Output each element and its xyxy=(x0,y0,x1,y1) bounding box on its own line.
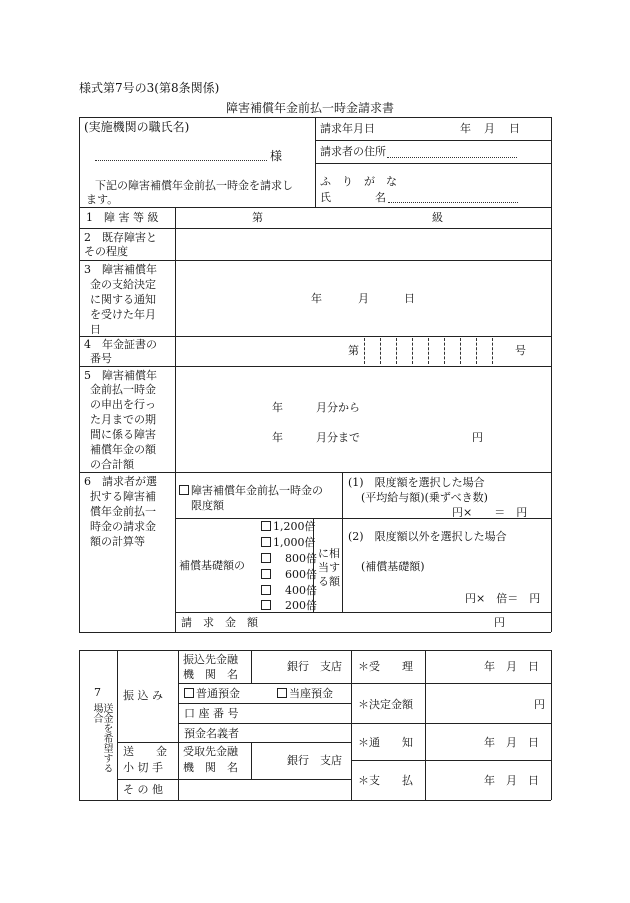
address-line[interactable] xyxy=(387,157,517,158)
row3-label-line: 日 xyxy=(90,323,101,336)
row5-label-line: 5 障害補償年 xyxy=(84,369,157,382)
row4-dai: 第 xyxy=(348,344,359,357)
base-amount-label: 補償基礎額の xyxy=(179,559,245,572)
bank-name-label-2: 機 関 名 xyxy=(183,668,238,681)
multiple-option[interactable] xyxy=(261,600,317,611)
row3-label-line: を受けた年月 xyxy=(90,308,156,321)
limit-option-label-2: 限度額 xyxy=(191,499,224,512)
multiple-label: 400倍 xyxy=(285,584,317,597)
multiple-option[interactable] xyxy=(261,537,316,548)
account-holder-label: 預金名義者 xyxy=(184,727,239,740)
account-number-label: 口 座 番 号 xyxy=(184,707,239,720)
furigana-label: ふ り が な xyxy=(320,175,397,188)
multiple-label: 1,000倍 xyxy=(273,536,316,549)
juri-label: ＊受 理 xyxy=(358,660,413,673)
date-year: 年 xyxy=(460,122,471,135)
case2-formula: 円× 倍＝ 円 xyxy=(465,592,541,605)
limit-option[interactable] xyxy=(179,485,323,496)
agency-label: (実施機関の職氏名) xyxy=(84,120,190,134)
multiple-label: 800倍 xyxy=(285,552,317,565)
claim-amount-yen: 円 xyxy=(494,616,505,629)
row5-to: 年 月分まで xyxy=(272,431,360,444)
request-text-1: 下記の障害補償年金前払一時金を請求し xyxy=(95,179,293,192)
receive-bank-label-1: 受取先金融 xyxy=(183,745,238,758)
kogitte-label-2: 小 切 手 xyxy=(123,761,163,774)
equivalent-label-line: に相 xyxy=(318,547,340,560)
multiple-label: 1,200倍 xyxy=(273,520,316,533)
kettei-label: ＊決定金額 xyxy=(358,698,413,711)
row3-label-line: 3 障害補償年 xyxy=(84,263,157,276)
receive-branch-label: 銀行 支店 xyxy=(287,754,342,767)
row4-go: 号 xyxy=(515,344,526,357)
row1-label: 1 障 害 等 級 xyxy=(86,211,159,224)
equivalent-label-line: る額 xyxy=(318,575,340,588)
form-number: 様式第7号の3(第8条関係) xyxy=(79,81,220,95)
row6-label-line: 額の計算等 xyxy=(90,535,145,548)
shiharai-date: 年 月 日 xyxy=(484,774,539,787)
shiharai-label: ＊支 払 xyxy=(358,774,413,787)
case1-title: (1) 限度額を選択した場合 xyxy=(348,476,485,489)
other-label: そ の 他 xyxy=(123,783,163,796)
row5-label-line: 間に係る障害 xyxy=(90,428,156,441)
case2-subtitle: (補償基礎額) xyxy=(361,560,425,573)
multiple-checkbox[interactable] xyxy=(261,537,271,547)
case2-title: (2) 限度額以外を選択した場合 xyxy=(348,530,507,543)
row5-from: 年 月分から xyxy=(272,401,360,414)
date-day: 日 xyxy=(509,122,520,135)
row6-label-line: 6 請求者が選 xyxy=(84,475,157,488)
futsuu-checkbox[interactable] xyxy=(184,688,194,698)
limit-checkbox[interactable] xyxy=(179,485,189,495)
tsuuchi-label: ＊通 知 xyxy=(358,736,413,749)
row3-label-line: に関する通知 xyxy=(90,293,156,306)
multiple-checkbox[interactable] xyxy=(261,521,271,531)
multiple-checkbox[interactable] xyxy=(261,585,271,595)
row5-label-line: た月までの期 xyxy=(90,413,156,426)
row4-label-2: 番号 xyxy=(90,352,112,365)
request-text-2: ます。 xyxy=(86,193,119,206)
claim-amount-label: 請 求 金 額 xyxy=(181,616,258,629)
row2-label-2: その程度 xyxy=(84,245,128,258)
multiple-label: 200倍 xyxy=(285,599,317,612)
bank-name-label-1: 振込先金融 xyxy=(183,653,238,666)
case1-subtitle: (平均給与額)(乗ずべき数) xyxy=(361,491,488,504)
row3-month: 月 xyxy=(358,292,369,305)
multiple-option[interactable] xyxy=(261,585,317,596)
touza-checkbox[interactable] xyxy=(277,688,287,698)
multiple-option[interactable] xyxy=(261,569,317,580)
limit-option-label: 障害補償年金前払一時金の xyxy=(191,484,323,497)
name-line[interactable] xyxy=(388,202,518,203)
row1-kyu: 級 xyxy=(432,211,443,224)
equivalent-label-line: 当す xyxy=(318,561,340,574)
touza-label: 当座預金 xyxy=(289,687,333,700)
row6-label-line: 択する障害補 xyxy=(90,490,156,503)
row5-label-line: の申出を行っ xyxy=(90,398,156,411)
row6-label-line: 償年金前払一 xyxy=(90,505,156,518)
row2-label-1: 2 既存障害と xyxy=(84,231,157,244)
futsuu-label: 普通預金 xyxy=(196,687,240,700)
name-label: 氏 名 xyxy=(320,191,386,204)
row5-yen: 円 xyxy=(472,431,483,444)
row4-label-1: 4 年金証書の xyxy=(84,338,157,351)
row3-label-line: 金の支給決定 xyxy=(90,278,156,291)
row6-label-line: 時金の請求金 xyxy=(90,520,156,533)
row3-year: 年 xyxy=(311,292,322,305)
tsuuchi-date: 年 月 日 xyxy=(484,736,539,749)
section7-number: 7 xyxy=(94,686,101,699)
bank-branch-label: 銀行 支店 xyxy=(287,660,342,673)
row3-day: 日 xyxy=(404,292,415,305)
touza-option[interactable] xyxy=(277,688,333,699)
multiple-checkbox[interactable] xyxy=(261,569,271,579)
multiple-label: 600倍 xyxy=(285,568,317,581)
section7-label: 送金を希望する場合 xyxy=(91,703,112,773)
address-label: 請求者の住所 xyxy=(320,145,386,158)
row5-label-line: 補償年金の額 xyxy=(90,443,156,456)
row5-label-line: 金前払一時金 xyxy=(90,383,156,396)
form-title: 障害補償年金前払一時金請求書 xyxy=(226,101,395,115)
row5-label-line: の合計額 xyxy=(90,458,134,471)
furikomi-label: 振 込 み xyxy=(123,689,163,702)
multiple-checkbox[interactable] xyxy=(261,600,271,610)
juri-date: 年 月 日 xyxy=(484,660,539,673)
agency-name-line[interactable] xyxy=(95,160,267,161)
case1-formula: 円× ＝ 円 xyxy=(452,506,528,519)
futsuu-option[interactable] xyxy=(184,688,240,699)
kettei-yen: 円 xyxy=(534,698,545,711)
receive-bank-label-2: 機 関 名 xyxy=(183,761,238,774)
honorific: 様 xyxy=(270,149,283,163)
kogitte-label-1: 送 金 xyxy=(123,745,167,758)
multiple-checkbox[interactable] xyxy=(261,553,271,563)
multiple-option[interactable] xyxy=(261,521,316,532)
date-label: 請求年月日 xyxy=(320,122,375,135)
multiple-option[interactable] xyxy=(261,553,317,564)
date-month: 月 xyxy=(484,122,495,135)
row1-dai: 第 xyxy=(252,211,263,224)
